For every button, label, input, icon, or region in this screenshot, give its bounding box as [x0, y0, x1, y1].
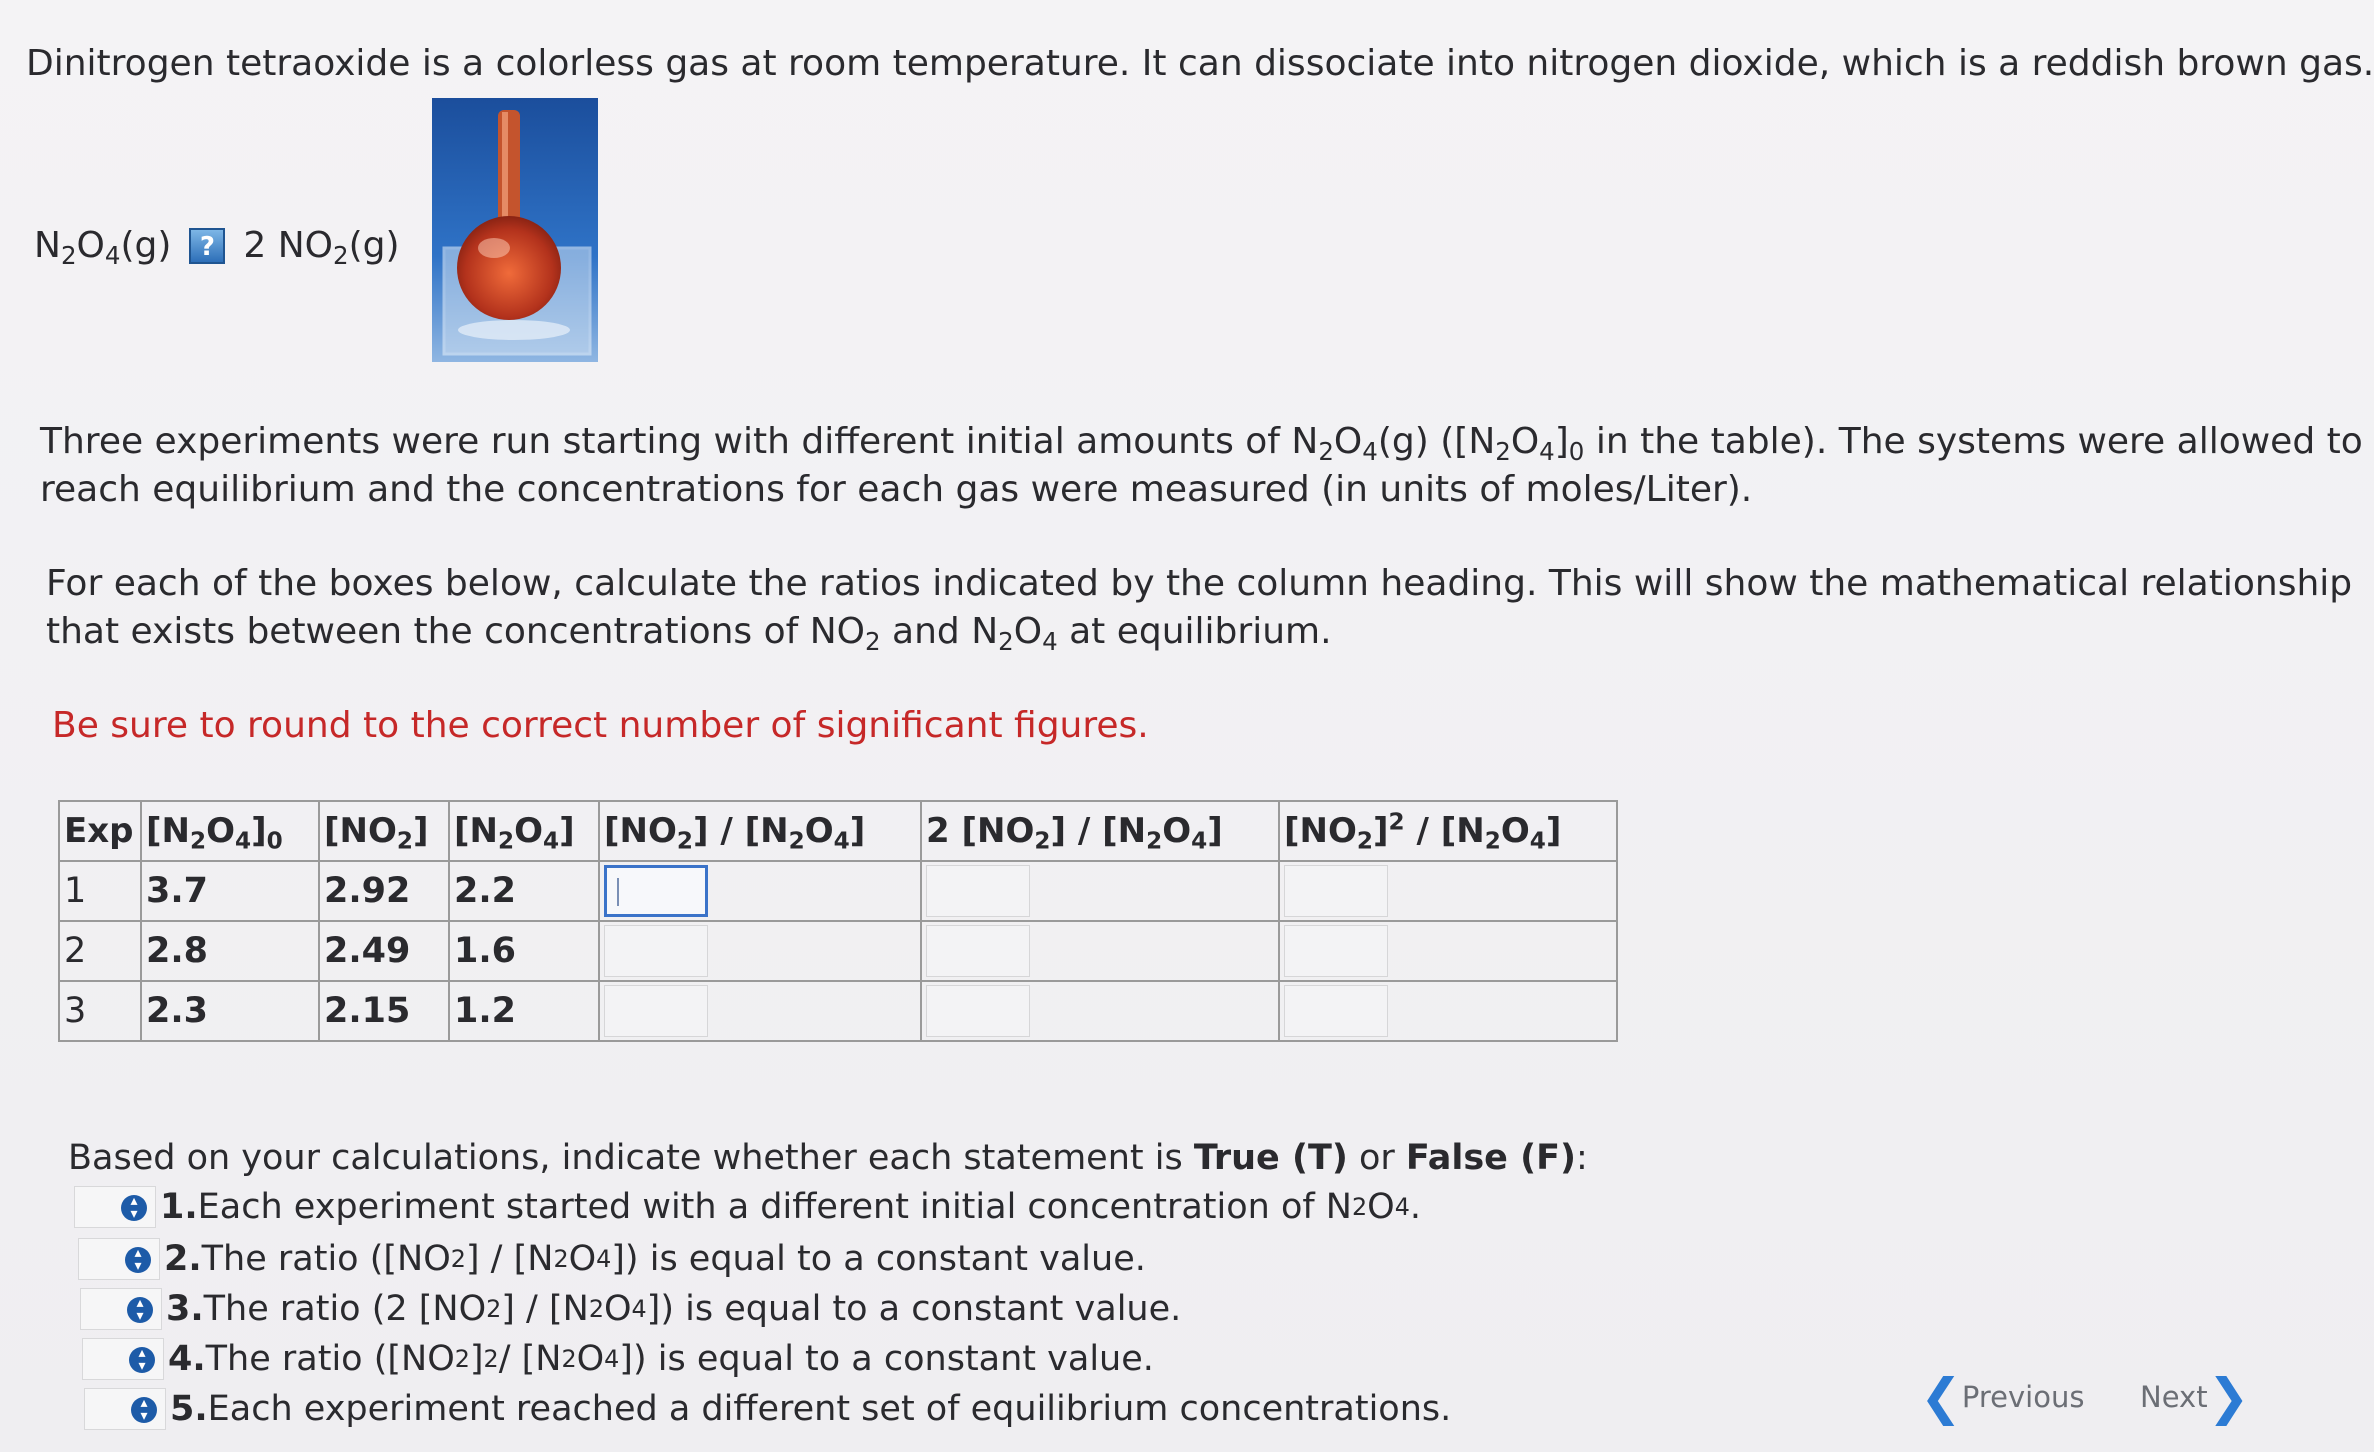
- cell-n2o4-initial: 3.7: [141, 861, 319, 921]
- cell-ratio1: [599, 861, 921, 921]
- cell-ratio1: [599, 921, 921, 981]
- cell-ratio3: [1279, 861, 1617, 921]
- statement-2-select[interactable]: [78, 1238, 160, 1280]
- ratio1-input-row1[interactable]: [604, 865, 708, 917]
- table-row: [59, 861, 1617, 921]
- header-ratio3: $[NO_2]^2 / [N_2O_4]$: [1279, 801, 1617, 861]
- chevron-left-icon: ❮: [1920, 1368, 1962, 1426]
- cell-no2: 2.49: [319, 921, 449, 981]
- statement-5: ▴ ▾ 5. Each experiment reached a different set of equilibrium concentrations.: [84, 1386, 1451, 1432]
- cell-ratio2: [921, 921, 1279, 981]
- up-down-chevron-icon: ▴ ▾: [127, 1297, 153, 1323]
- para1-line1: Three experiments were run starting with different initial amounts of $N_2O_4(g)$ ($[N_2O_4]_0$ in the table). The systems were allowed to: [40, 421, 2363, 466]
- next-button[interactable]: Next ❯: [2140, 1368, 2250, 1426]
- equation-reactant: $N_2O_4(g)$: [34, 225, 172, 270]
- table-row: [59, 981, 1617, 1041]
- statement-4: ▴ ▾ 4. The ratio ([NO 2 ] 2 / [N 2 O 4 ]) is equal to a constant value.: [82, 1336, 1154, 1382]
- ratio3-input-row1[interactable]: [1284, 865, 1388, 917]
- cell-exp: 3: [59, 981, 141, 1041]
- previous-button[interactable]: ❮ Previous: [1920, 1368, 2085, 1426]
- cell-exp: 2: [59, 921, 141, 981]
- ratio1-input-row2[interactable]: [604, 925, 708, 977]
- cell-ratio1: [599, 981, 921, 1041]
- intro-text: Dinitrogen tetraoxide is a colorless gas at room temperature. It can dissociate into nitrogen dioxide, which is a reddish brown gas.: [26, 43, 2374, 84]
- statement-1-select[interactable]: [74, 1186, 156, 1228]
- statement-5-select[interactable]: [84, 1388, 166, 1430]
- cell-ratio3: [1279, 921, 1617, 981]
- equilibrium-arrow-help-icon[interactable]: ?: [189, 228, 225, 264]
- statement-3: ▴ ▾ 3. The ratio (2 [NO 2 ] / [N 2 O 4 ]) is equal to a constant value.: [80, 1286, 1181, 1332]
- reaction-equation: [34, 222, 400, 270]
- cell-n2o4-initial: 2.3: [141, 981, 319, 1041]
- equation-product: 2 $NO_2(g)$: [243, 225, 400, 270]
- header-ratio2: 2 $[NO_2] / [N_2O_4]$: [921, 801, 1279, 861]
- ratio2-input-row1[interactable]: [926, 865, 1030, 917]
- cell-n2o4: 1.6: [449, 921, 599, 981]
- table-header-row: [59, 801, 1617, 861]
- header-n2o4: $[N_2O_4]$: [449, 801, 599, 861]
- chevron-right-icon: ❯: [2207, 1368, 2250, 1426]
- header-n2o4-initial: $[N_2O_4]_0$: [141, 801, 319, 861]
- cell-no2: 2.92: [319, 861, 449, 921]
- statement-4-select[interactable]: [82, 1338, 164, 1380]
- table-row: [59, 921, 1617, 981]
- up-down-chevron-icon: ▴ ▾: [125, 1247, 151, 1273]
- header-no2: $[NO_2]$: [319, 801, 449, 861]
- equilibrium-data-table: [58, 800, 1618, 1042]
- para2-line1: For each of the boxes below, calculate the ratios indicated by the column heading. This will show the mathematical relationship: [46, 563, 2353, 604]
- cell-ratio2: [921, 981, 1279, 1041]
- ratio2-input-row2[interactable]: [926, 925, 1030, 977]
- cell-ratio2: [921, 861, 1279, 921]
- header-ratio1: $[NO_2] / [N_2O_4]$: [599, 801, 921, 861]
- tf-prompt: Based on your calculations, indicate whether each statement is True (T) or False (F):: [68, 1138, 1588, 1178]
- flask-image: [432, 98, 598, 362]
- para1-line2: reach equilibrium and the concentrations for each gas were measured (in units of moles/Liter).: [40, 469, 1753, 510]
- ratio3-input-row2[interactable]: [1284, 925, 1388, 977]
- up-down-chevron-icon: ▴ ▾: [121, 1195, 147, 1221]
- header-exp: Exp: [59, 801, 141, 861]
- up-down-chevron-icon: ▴ ▾: [131, 1397, 157, 1423]
- cell-ratio3: [1279, 981, 1617, 1041]
- para2-line2: that exists between the concentrations of $NO_2$ and $N_2O_4$ at equilibrium.: [46, 611, 1332, 656]
- statement-3-select[interactable]: [80, 1288, 162, 1330]
- sig-fig-warning: Be sure to round to the correct number of significant figures.: [52, 705, 1149, 746]
- statement-2: ▴ ▾ 2. The ratio ([NO 2 ] / [N 2 O 4 ]) is equal to a constant value.: [78, 1236, 1146, 1282]
- ratio2-input-row3[interactable]: [926, 985, 1030, 1037]
- ratio3-input-row3[interactable]: [1284, 985, 1388, 1037]
- statement-1: ▴ ▾ 1. Each experiment started with a different initial concentration of N 2 O 4 .: [74, 1184, 1421, 1230]
- cell-n2o4: 1.2: [449, 981, 599, 1041]
- up-down-chevron-icon: ▴ ▾: [129, 1347, 155, 1373]
- cell-n2o4: 2.2: [449, 861, 599, 921]
- cell-no2: 2.15: [319, 981, 449, 1041]
- ratio1-input-row3[interactable]: [604, 985, 708, 1037]
- cell-n2o4-initial: 2.8: [141, 921, 319, 981]
- cell-exp: 1: [59, 861, 141, 921]
